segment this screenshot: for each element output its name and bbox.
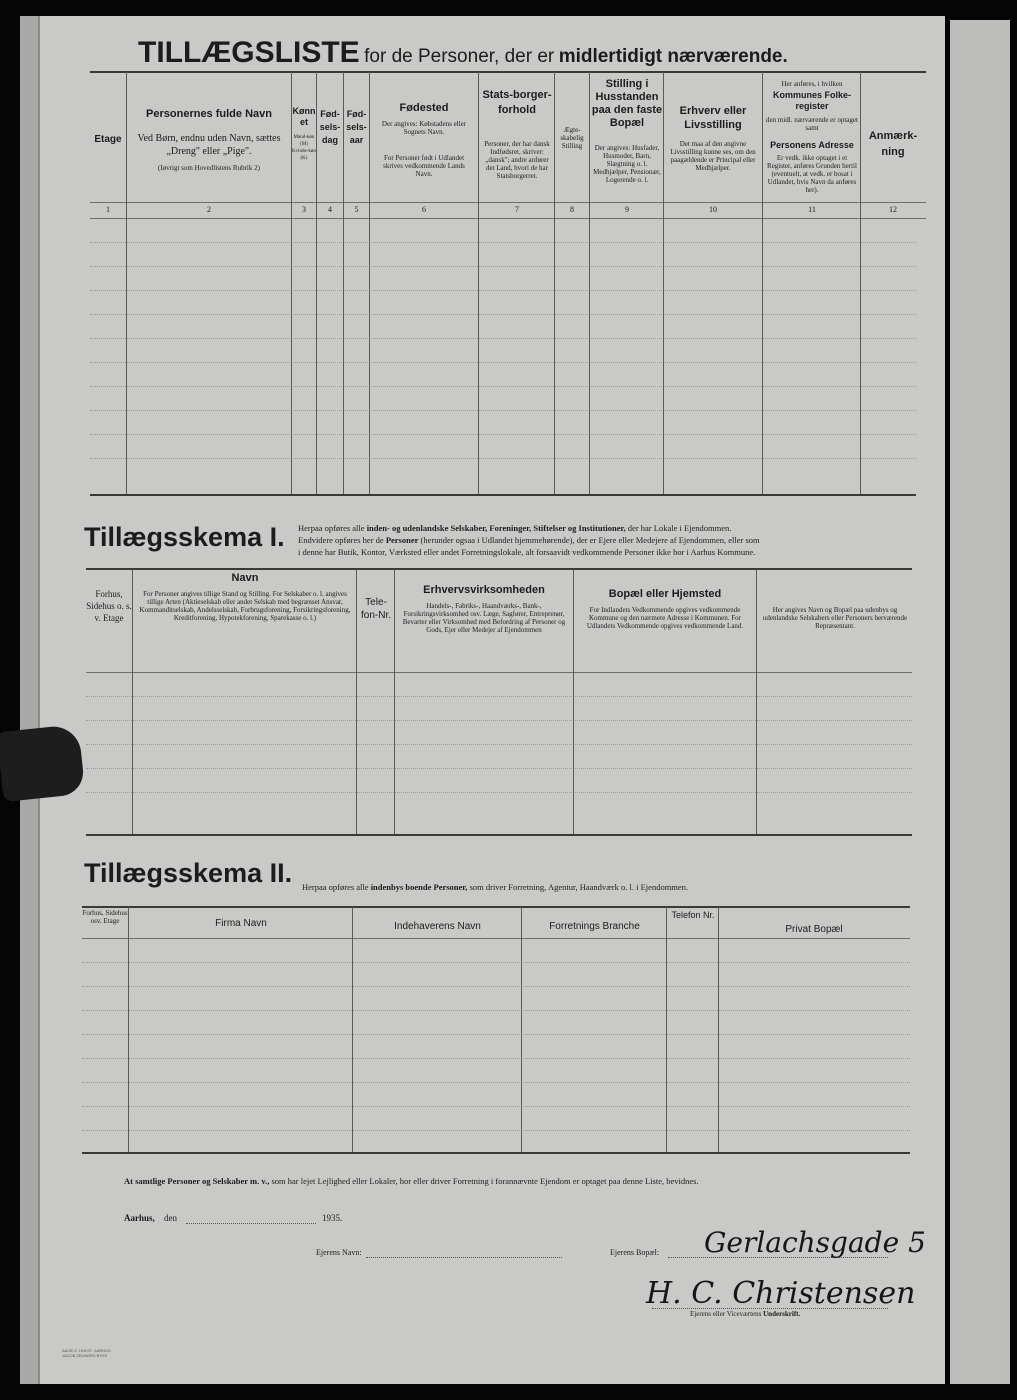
footer-city: Aarhus,	[124, 1213, 155, 1223]
skema2-title: Tillægsskema II.	[84, 858, 293, 888]
census-form-page	[38, 16, 945, 1384]
col-occupation-sub: Det maa af den angivne Livsstilling kunne ses, om den paagældende er Principal eller Medhjælper.	[670, 140, 756, 172]
col-register-note: Er vedk. ikke optaget i et Register, anføres Grunden hertil (eventuelt, at vedk. er bosat i Udlandet, hvis Navn da anføres her).	[767, 154, 857, 194]
skema2-intro: Herpaa opføres alle indenbys boende Personer, som driver Forretning, Agentur, Haandværk o. l. i Ejendommen.	[302, 882, 689, 892]
col-name-title: Personernes fulde Navn	[146, 108, 272, 120]
book-spine	[20, 16, 40, 1384]
footer-statement: At samtlige Personer og Selskaber m. v., som har lejet Lejlighed eller Lokaler, hor eller driver Forretning i forannævnte Ejendom er optaget paa denne Liste, bevidnes.	[124, 1176, 699, 1186]
s2-col-firm: Firma Navn	[215, 918, 267, 929]
owner-signature: H. C. Christensen	[646, 1276, 916, 1311]
owner-address-label: Ejerens Bopæl:	[610, 1248, 660, 1257]
col-num-10: 10	[709, 205, 717, 214]
col-birthplace-title: Fødested	[399, 102, 449, 114]
col-register-title-2: Personens Adresse	[770, 140, 854, 150]
main-title-normal: for de Personer, der er	[364, 46, 555, 67]
col-birthplace-note: For Personer født i Udlandet skrives vedkommende Lands Navn.	[383, 154, 465, 178]
col-num-4: 4	[328, 205, 332, 214]
col-num-11: 11	[808, 205, 816, 214]
col-birthplace-sub: Der angives: Købstadens eller Sognets Navn.	[381, 120, 467, 136]
col-num-3: 3	[302, 205, 306, 214]
col-register-title: Kommunes Folke-register	[772, 90, 851, 111]
s1-col-etage: Forhus, Sidehus o. s. v. Etage	[86, 589, 132, 623]
col-household-sub: Der angives: Husfader, Husmoder, Barn, Slægtning o. l. Medhjælper, Pensionær, Logerende o. l.	[593, 144, 661, 184]
s1-col-residence-sub: For Indlandets Vedkommende opgives vedkommende Kommune og den nærmere Adresse i Kommunen. For Udlandets Vedkommende opgives vedkommende Land.	[586, 606, 744, 630]
col-etage-title: Etage	[94, 134, 122, 145]
s2-col-private: Privat Bopæl	[785, 924, 843, 935]
col-birthyear-title: Fød-sels-aar	[346, 109, 367, 145]
s1-col-residence-title: Bopæl eller Hjemsted	[608, 588, 722, 600]
col-household-title: Stilling i Husstanden paa den faste Bopæl	[591, 78, 663, 129]
binder-clip	[0, 724, 85, 802]
s1-col-phone: Tele-fon-Nr.	[360, 597, 391, 621]
main-title	[138, 36, 788, 70]
s2-col-branch: Forretnings Branche	[549, 921, 640, 932]
col-register-pre: Her anføres, i hvilken	[781, 80, 843, 88]
skema1-intro: Herpaa opføres alle inden- og udenlandske Selskaber, Foreninger, Stiftelser og Institutioner, der har Lokale i Ejendommen. Endvidere opføres her de Personer (herunder ogsaa i Udlandet hjemmehørende), der er Ejere eller Medejere af Ejendommen, eller som i denne har Butik, Kontor, Værksted eller andet Forretningslokale, alt forsaavidt vedkommende Personer ikke bor i Aarhus Kommune.	[298, 523, 760, 557]
col-sex-title: Kønnet	[292, 106, 316, 127]
col-birthday-title: Fød-sels-dag	[319, 109, 341, 145]
s1-col-business-sub: Handels-, Fabriks-, Haandværks-, Bank-, Forsikringsvirksomhed osv. Læge, Sagfører, Entreprenør, Bevarter eller Virksomhed med Befordring af Personer og Gods, Ejer eller Medejer af Ejendommen	[402, 602, 566, 634]
col-num-2: 2	[207, 205, 211, 214]
skema1-title: Tillægsskema I.	[84, 522, 285, 552]
owner-address-handwritten: Gerlachsgade 5	[704, 1226, 926, 1259]
col-marital-title: Ægte-skabelig Stilling	[560, 126, 584, 150]
main-title-bold: TILLÆGSLISTE	[138, 36, 360, 69]
col-name-note: (Iøvrigt som Hovedlistens Rubrik 2)	[158, 164, 260, 172]
col-num-5: 5	[354, 205, 359, 214]
col-num-7: 7	[515, 205, 519, 214]
main-title-bold-2: midlertidigt nærværende.	[558, 46, 788, 67]
s2-col-etage: Forhus, Sidehus osv. Etage	[82, 909, 128, 925]
col-register-sub: den midl. nærværende er optaget samt	[766, 116, 858, 132]
col-num-12: 12	[889, 205, 897, 214]
footer-den: den	[164, 1213, 177, 1223]
footer-year: 1935.	[322, 1213, 343, 1223]
s2-col-owner: Indehaverens Navn	[394, 921, 481, 932]
col-citizenship-title: Stats-borger-forhold	[482, 89, 552, 116]
col-num-6: 6	[422, 205, 426, 214]
col-num-8: 8	[570, 205, 574, 214]
col-occupation-title: Erhverv eller Livsstilling	[679, 105, 747, 131]
col-sex-sub: Mand-køn (M) Kvinde-køn (K)	[292, 135, 316, 161]
s1-col-name-sub: For Personer angives tillige Stand og Stilling. For Selskaber o. l. angives tillige Arten (Aktieselskab eller andet Selskab med begrænset Ansvar, Kommanditselskab, Andelsselskab, Forbrugsforening, Forsikringsforening, Kreditforening, Hypotekforening, Sparekasse o. l.)	[139, 590, 351, 622]
printer-imprint: AAGE Z. HOLST AARHUS JACOB ZEUNERS BYKK	[62, 1348, 111, 1358]
adjacent-page-edge	[950, 20, 1010, 1384]
col-num-1: 1	[106, 205, 110, 214]
s2-col-phone: Telefon Nr.	[671, 910, 715, 920]
col-num-9: 9	[625, 205, 629, 214]
s1-col-representative: Her angives Navn og Bopæl paa udenbys og udenlandske Selskabers eller Personers herværende Repræsentant.	[762, 606, 908, 630]
owner-name-label: Ejerens Navn:	[316, 1248, 362, 1257]
col-citizenship-sub: Personer, der har dansk Indfødsret, skriver: „dansk"; andre anfører det Land, hvori de har Statsborgerret.	[484, 140, 550, 180]
col-remarks-title: Anmærk-ning	[868, 130, 918, 158]
col-name-sub: Ved Børn, endnu uden Navn, sættes „Dreng" eller „Pige".	[137, 133, 281, 157]
signature-label: Ejerens eller Viceværtens Underskrift.	[690, 1310, 801, 1318]
s1-col-business-title: Erhvervsvirksomheden	[423, 584, 545, 596]
s1-col-name-title: Navn	[231, 572, 259, 584]
